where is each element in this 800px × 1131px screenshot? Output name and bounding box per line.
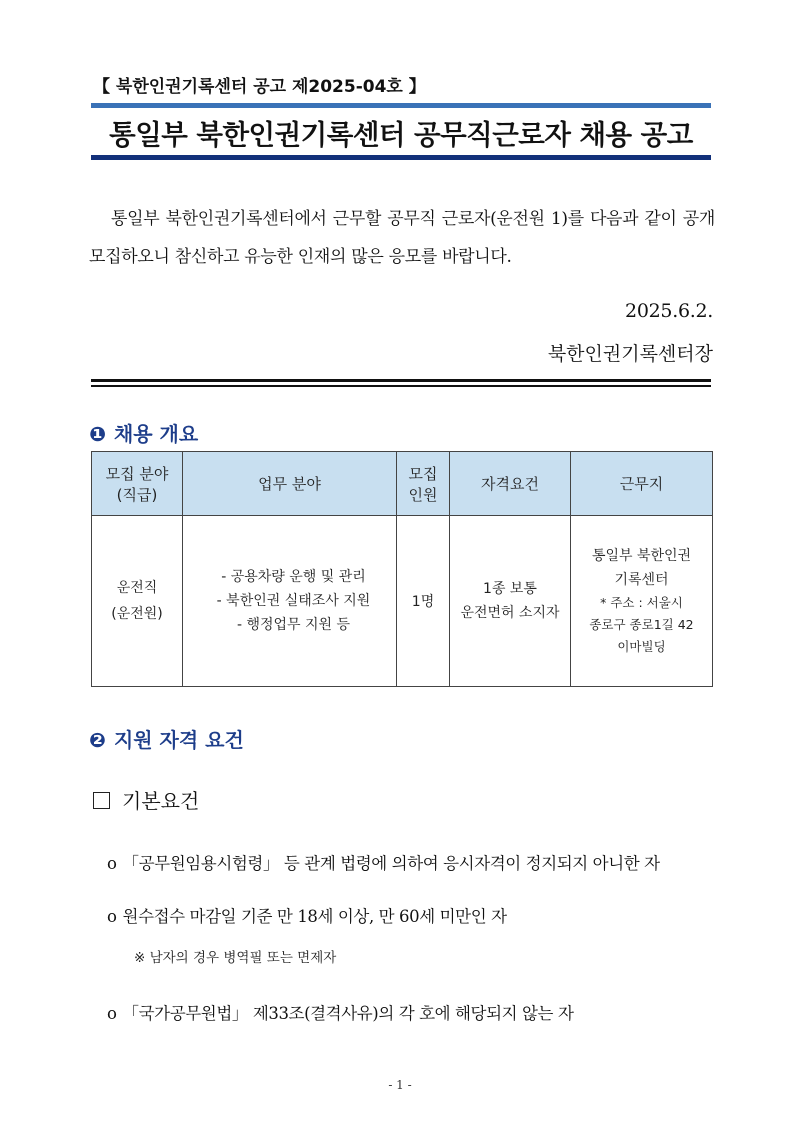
requirement-item: o 「공무원임용시험령」 등 관계 법령에 의하여 응시자격이 정지되지 아니한 자	[107, 854, 660, 873]
header-workplace: 근무지	[571, 452, 713, 516]
section2-number: ❷	[89, 728, 106, 752]
section1-number: ❶	[89, 422, 106, 446]
requirement-item: o 「국가공무원법」 제33조(결격사유)의 각 호에 해당되지 않는 자	[107, 1004, 574, 1023]
title-bottom-rule	[91, 155, 711, 160]
recruitment-table	[91, 451, 713, 687]
page-number: - 1 -	[388, 1078, 412, 1092]
cell-workplace: 통일부 북한인권 기록센터 * 주소 : 서울시 종로구 종로1길 42 이마빌딩	[571, 516, 713, 687]
duty-item: - 공용차량 운행 및 관리	[221, 569, 366, 585]
notice-number: 【 북한인권기록센터 공고 제2025-04호 】	[93, 77, 426, 97]
requirement-item: o 원수접수 마감일 기준 만 18세 이상, 만 60세 미만인 자	[107, 907, 507, 926]
table-header-row	[92, 452, 713, 516]
section1-heading	[89, 418, 198, 447]
section2-heading	[89, 724, 244, 753]
bullet-icon: o	[107, 907, 117, 926]
section2-title: 지원 자격 요건	[113, 728, 244, 752]
header-headcount: 모집 인원	[397, 452, 450, 516]
header-qualification: 자격요건	[450, 452, 571, 516]
header-category: 모집 분야 (직급)	[92, 452, 183, 516]
table-row	[92, 516, 713, 687]
section1-title: 채용 개요	[113, 422, 199, 446]
checkbox-square-icon	[93, 792, 110, 809]
cell-qualification: 1종 보통 운전면허 소지자	[450, 516, 571, 687]
duty-item: - 행정업무 지원 등	[236, 617, 351, 633]
basic-requirements-label: 기본요건	[122, 789, 200, 813]
intro-text: 통일부 북한인권기록센터에서 근무할 공무직 근로자(운전원 1)를 다음과 같이 공개 모집하오니 참신하고 유능한 인재의 많은 응모를 바랍니다.	[89, 209, 715, 267]
workplace-address: * 주소 : 서울시	[600, 595, 683, 610]
duty-item: - 북한인권 실태조사 지원	[216, 593, 371, 609]
bullet-icon: o	[107, 1004, 117, 1023]
document-title: 통일부 북한인권기록센터 공무직근로자 채용 공고	[109, 119, 693, 151]
cell-duties	[183, 516, 397, 687]
military-note: ※ 남자의 경우 병역필 또는 면제자	[134, 950, 337, 966]
intro-paragraph	[89, 200, 715, 276]
cell-headcount: 1명	[397, 516, 450, 687]
double-divider	[91, 379, 711, 387]
cell-category: 운전직 (운전원)	[92, 516, 183, 687]
issuer-name: 북한인권기록센터장	[547, 343, 713, 365]
title-block	[91, 103, 711, 160]
announcement-date: 2025.6.2.	[625, 300, 713, 322]
bullet-icon: o	[107, 854, 117, 873]
basic-requirements-heading	[93, 785, 199, 814]
header-duties: 업무 분야	[183, 452, 397, 516]
title-top-rule	[91, 103, 711, 108]
